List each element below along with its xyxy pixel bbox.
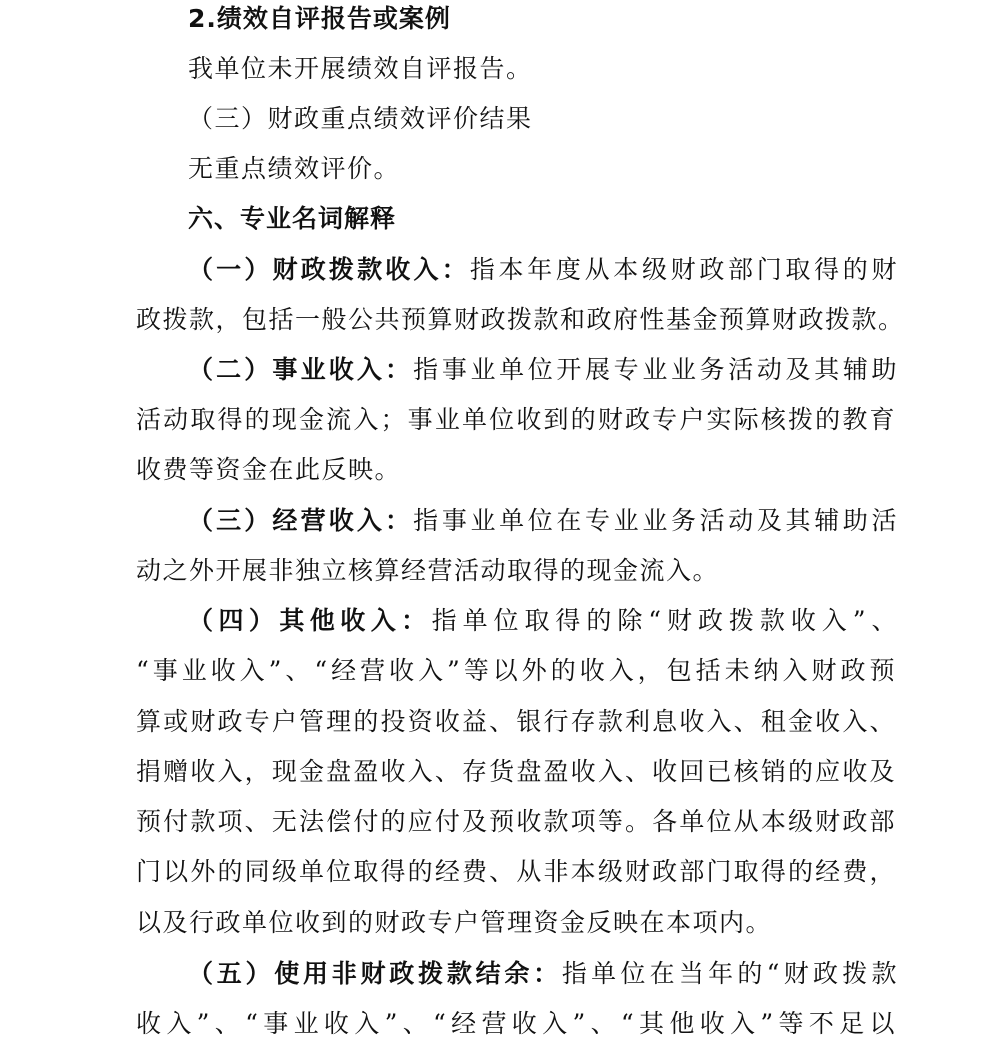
paragraph-key-evaluation: 无重点绩效评价。 [188, 154, 401, 183]
term-2-label: （二）事业收入： [188, 355, 414, 384]
heading-key-evaluation: （三）财政重点绩效评价结果 [188, 104, 533, 133]
term-4-line-7: 以及行政单位收到的财政专户管理资金反映在本项内。 [136, 908, 773, 937]
term-5-line-2: 收入”、“事业收入”、“经营收入”、“其他收入”等不足以 [136, 1009, 896, 1038]
term-4-line-6: 门以外的同级单位取得的经费、从非本级财政部门取得的经费， [136, 857, 896, 886]
term-4-line-3: 算或财政专户管理的投资收益、银行存款利息收入、租金收入、 [136, 707, 896, 736]
term-1-text: 指本年度从本级财政部门取得的财 [469, 255, 898, 284]
term-2-first-line [188, 353, 898, 387]
term-4-line-4: 捐赠收入，现金盘盈收入、存货盘盈收入、收回已核销的应收及 [136, 757, 896, 786]
heading-terms: 六、专业名词解释 [188, 204, 397, 233]
term-4-first-line [188, 604, 898, 638]
heading-self-evaluation: 2.绩效自评报告或案例 [188, 4, 451, 33]
term-4-label: （四）其他收入： [188, 606, 432, 635]
term-3-text: 指事业单位在专业业务活动及其辅助活 [413, 506, 898, 535]
term-5-label: （五）使用非财政拨款结余： [188, 959, 562, 988]
term-5-first-line [188, 957, 898, 991]
term-2-text: 指事业单位开展专业业务活动及其辅助 [413, 355, 898, 384]
term-3-label: （三）经营收入： [188, 506, 414, 535]
term-2-line-3: 收费等资金在此反映。 [136, 455, 402, 484]
term-4-line-2: “事业收入”、“经营收入”等以外的收入，包括未纳入财政预 [136, 656, 896, 685]
term-3-first-line [188, 504, 898, 538]
term-3-line-2: 动之外开展非独立核算经营活动取得的现金流入。 [136, 556, 720, 585]
term-1-line-2: 政拨款，包括一般公共预算财政拨款和政府性基金预算财政拨款。 [136, 305, 905, 334]
term-1-label: （一）财政拨款收入： [188, 255, 470, 284]
term-2-line-2: 活动取得的现金流入；事业单位收到的财政专户实际核拨的教育 [136, 405, 896, 434]
term-4-text: 指单位取得的除“财政拨款收入”、 [431, 606, 898, 635]
term-1-first-line [188, 253, 898, 287]
paragraph-self-evaluation: 我单位未开展绩效自评报告。 [188, 54, 533, 83]
term-5-text: 指单位在当年的“财政拨款 [561, 959, 898, 988]
term-4-line-5: 预付款项、无法偿付的应付及预收款项等。各单位从本级财政部 [136, 807, 896, 836]
